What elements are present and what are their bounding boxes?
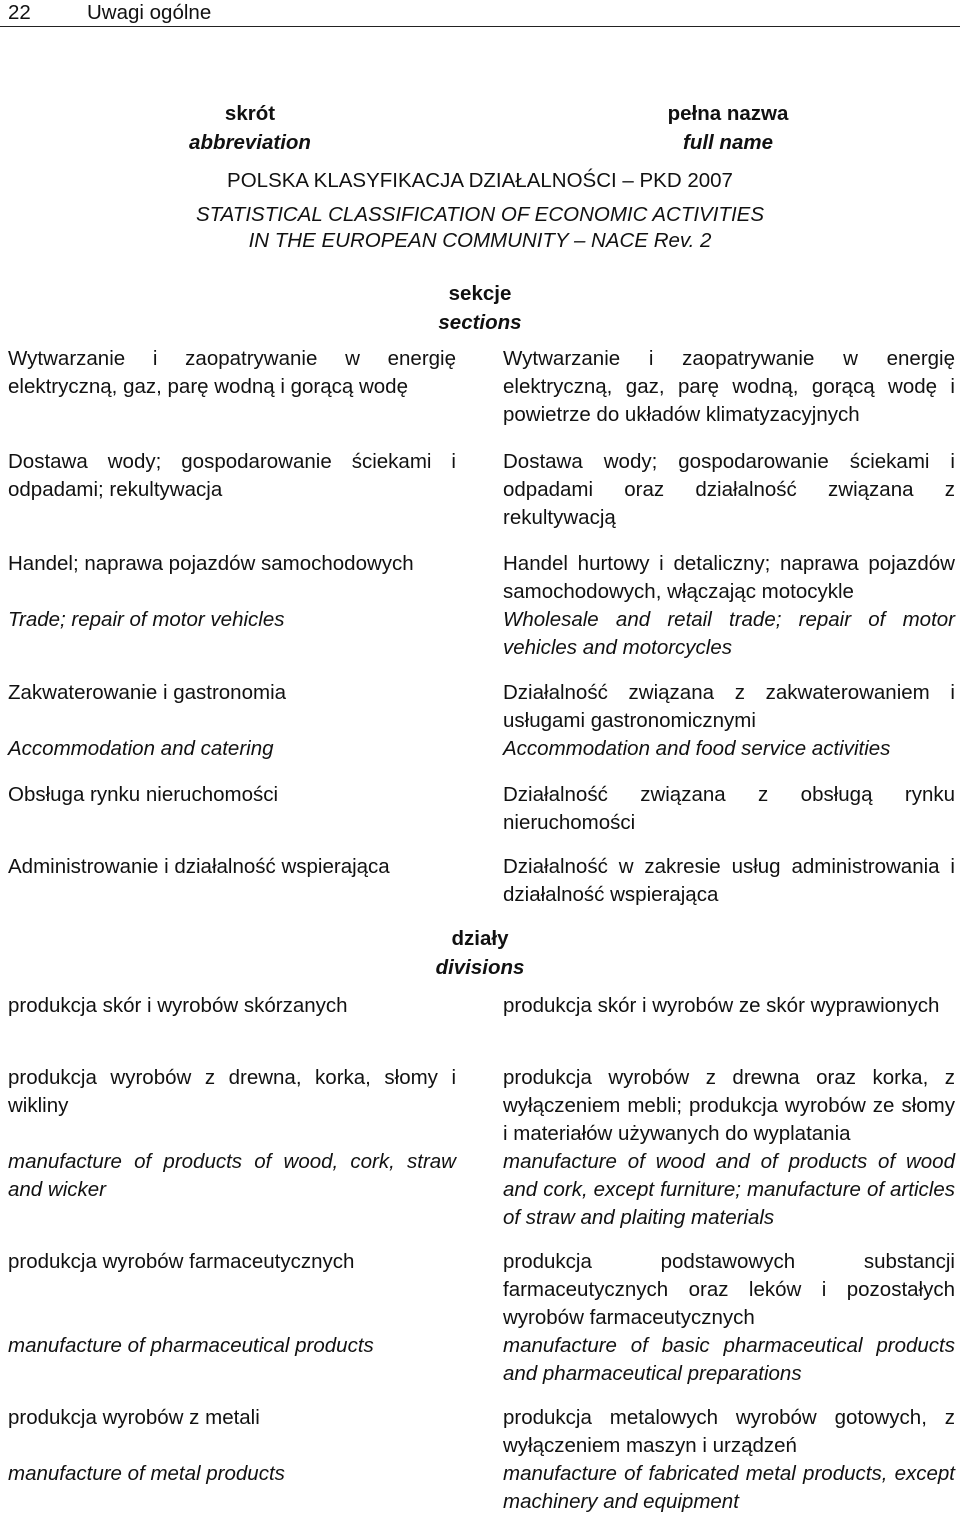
legend-abbr-pl: skrót xyxy=(224,102,276,125)
running-header xyxy=(0,0,960,27)
division-short-pl: produkcja wyrobów z metali xyxy=(8,1406,260,1429)
legend-full-en: full name xyxy=(683,131,773,154)
page-number: 22 xyxy=(8,1,31,24)
legend-abbr-en: abbreviation xyxy=(189,131,311,154)
section-short-en: Accommodation and catering xyxy=(8,737,274,760)
division-full-pl: produkcja podstawowych substancji farmaceutycznych oraz leków i pozostałych wyrobów farmaceutycznych xyxy=(503,1250,955,1329)
division-short-en: manufacture of pharmaceutical products xyxy=(8,1334,374,1357)
division-short-wood xyxy=(8,1064,456,1204)
section-full-pl: Wytwarzanie i zaopatrywanie w energię elektryczną, gaz, parę wodną, gorącą wodę i powietrze do układów klimatyzacyjnych xyxy=(503,347,955,426)
division-short-pl: produkcja wyrobów farmaceutycznych xyxy=(8,1250,355,1273)
division-short-pharma xyxy=(8,1248,456,1360)
section-short-pl: Obsługa rynku nieruchomości xyxy=(8,783,279,806)
section-full-en: Wholesale and retail trade; repair of motor vehicles and motorcycles xyxy=(503,608,955,659)
division-full-en: manufacture of fabricated metal products, except machinery and equipment xyxy=(503,1462,955,1513)
section-short-pl: Administrowanie i działalność wspierająca xyxy=(8,855,390,878)
classification-title-en-line1: STATISTICAL CLASSIFICATION OF ECONOMIC ACTIVITIES xyxy=(195,203,764,226)
division-full-wood xyxy=(503,1064,955,1232)
section-full-pl: Działalność związana z zakwaterowaniem i usługami gastronomicznymi xyxy=(503,681,955,732)
divisions-heading-en: divisions xyxy=(435,956,525,979)
section-full-water xyxy=(503,448,955,532)
section-full-pl: Działalność w zakresie usług administrowania i działalność wspierająca xyxy=(503,855,955,906)
section-full-real-estate xyxy=(503,781,955,837)
sections-heading-en: sections xyxy=(438,311,522,334)
division-short-leather xyxy=(8,992,456,1020)
division-short-en: manufacture of products of wood, cork, straw and wicker xyxy=(8,1150,456,1201)
section-short-accommodation xyxy=(8,679,456,763)
section-full-en: Accommodation and food service activities xyxy=(503,737,891,760)
division-full-pl: produkcja wyrobów z drewna oraz korka, z wyłączeniem mebli; produkcja wyrobów ze słomy i materiałów używanych do wyplatania xyxy=(503,1066,955,1145)
divisions-heading-pl: działy xyxy=(451,927,509,950)
section-short-trade xyxy=(8,550,456,634)
section-full-pl: Handel hurtowy i detaliczny; naprawa pojazdów samochodowych, włączając motocykle xyxy=(503,552,955,603)
section-short-pl: Zakwaterowanie i gastronomia xyxy=(8,681,287,704)
section-short-administration xyxy=(8,853,456,881)
division-short-pl: produkcja skór i wyrobów skórzanych xyxy=(8,994,348,1017)
legend-full-pl: pełna nazwa xyxy=(667,102,789,125)
division-full-en: manufacture of wood and of products of wood and cork, except furniture; manufacture of articles of straw and plaiting materials xyxy=(503,1150,955,1229)
division-full-metal xyxy=(503,1404,955,1516)
division-short-en: manufacture of metal products xyxy=(8,1462,285,1485)
section-short-en: Trade; repair of motor vehicles xyxy=(8,608,285,631)
classification-title-en-line2: IN THE EUROPEAN COMMUNITY – NACE Rev. 2 xyxy=(248,229,712,252)
section-full-pl: Działalność związana z obsługą rynku nieruchomości xyxy=(503,783,955,834)
sections-heading-pl: sekcje xyxy=(448,282,512,305)
section-full-trade xyxy=(503,550,955,662)
section-short-pl: Wytwarzanie i zaopatrywanie w energię elektryczną, gaz, parę wodną i gorącą wodę xyxy=(8,347,456,398)
running-title: Uwagi ogólne xyxy=(87,1,212,24)
section-short-water xyxy=(8,448,456,504)
division-full-pl: produkcja metalowych wyrobów gotowych, z wyłączeniem maszyn i urządzeń xyxy=(503,1406,955,1457)
section-full-accommodation xyxy=(503,679,955,763)
section-full-energy xyxy=(503,345,955,429)
classification-title-pl: POLSKA KLASYFIKACJA DZIAŁALNOŚCI – PKD 2007 xyxy=(227,169,733,192)
section-short-pl: Dostawa wody; gospodarowanie ściekami i odpadami; rekultywacja xyxy=(8,450,456,501)
section-full-pl: Dostawa wody; gospodarowanie ściekami i odpadami oraz działalność związana z rekultywacją xyxy=(503,450,955,529)
division-short-pl: produkcja wyrobów z drewna, korka, słomy i wikliny xyxy=(8,1066,456,1117)
division-short-metal xyxy=(8,1404,456,1488)
division-full-pharma xyxy=(503,1248,955,1388)
section-short-energy xyxy=(8,345,456,401)
division-full-pl: produkcja skór i wyrobów ze skór wyprawionych xyxy=(503,994,940,1017)
section-short-pl: Handel; naprawa pojazdów samochodowych xyxy=(8,552,414,575)
division-full-en: manufacture of basic pharmaceutical products and pharmaceutical preparations xyxy=(503,1334,955,1385)
section-short-real-estate xyxy=(8,781,456,809)
section-full-administration xyxy=(503,853,955,909)
division-full-leather xyxy=(503,992,955,1020)
